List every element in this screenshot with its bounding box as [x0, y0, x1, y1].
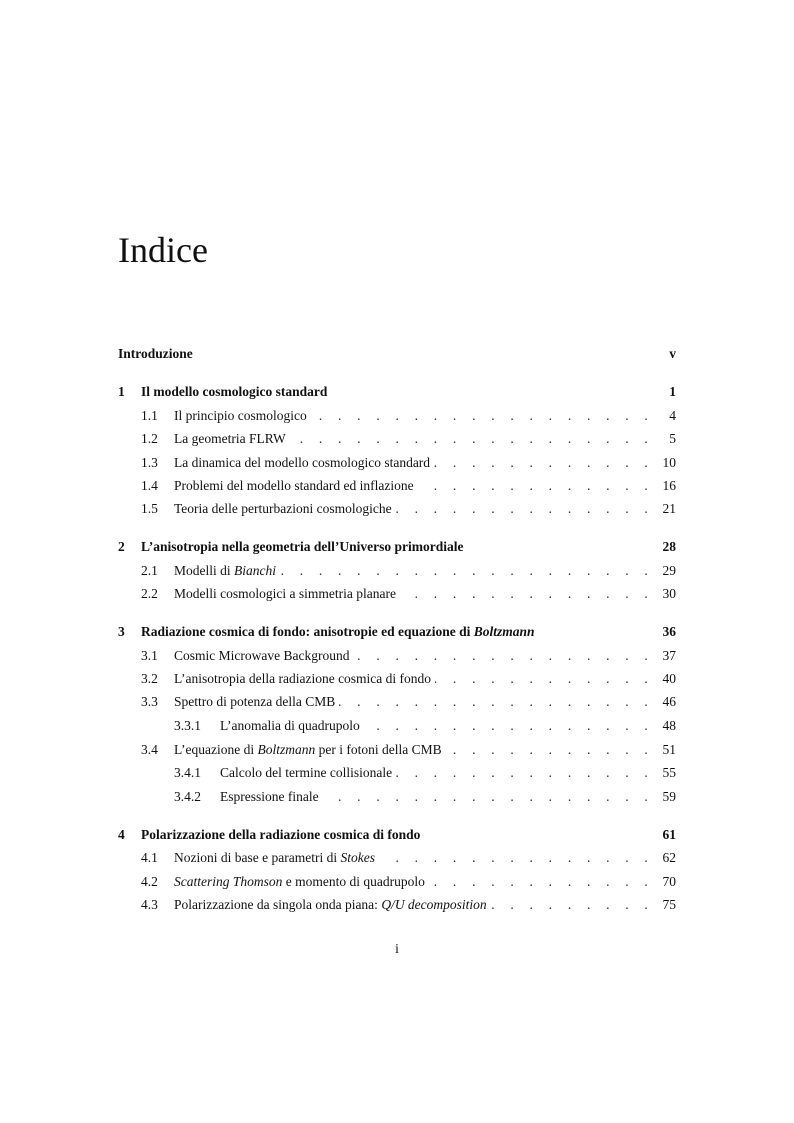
toc-entry-number: 1.2 [141, 431, 158, 446]
toc-entry[interactable] [118, 740, 676, 760]
toc-entry[interactable] [118, 453, 676, 473]
toc-entry-number: 1.1 [141, 408, 158, 423]
toc-leader-dots [323, 787, 660, 807]
toc-entry-page: 48 [662, 718, 676, 733]
toc-leader-dots [400, 584, 660, 604]
toc-entry[interactable] [118, 344, 676, 364]
toc-entry-page: 5 [669, 431, 676, 446]
toc-entry-label: L’anomalia di quadrupolo [220, 718, 360, 733]
toc-entry-number: 4.2 [141, 874, 158, 889]
toc-entry-page: 75 [662, 897, 676, 912]
toc-entry-number: 1.5 [141, 501, 158, 516]
toc-entry[interactable] [118, 382, 676, 402]
toc-entry-number: 1 [118, 384, 125, 399]
toc-leader-dots [429, 872, 660, 892]
toc-entry-page: 4 [669, 408, 676, 423]
toc-entry-label: La geometria FLRW [174, 431, 286, 446]
toc-entry-label: Modelli cosmologici a simmetria planare [174, 586, 396, 601]
toc-entry[interactable] [118, 406, 676, 426]
toc-entry-page: 36 [662, 624, 676, 639]
toc-entry-page: 37 [662, 648, 676, 663]
toc-entry-number: 1.3 [141, 455, 158, 470]
toc-entry-page: 55 [662, 765, 676, 780]
toc-leader-dots [418, 476, 660, 496]
toc-entry-number: 3.3.1 [174, 718, 201, 733]
toc-entry[interactable] [118, 499, 676, 519]
toc-entry-label: Radiazione cosmica di fondo: anisotropie ed equazione di Boltzmann [141, 624, 535, 639]
toc-leader-dots [446, 740, 660, 760]
page-number-footer: i [395, 941, 399, 956]
toc-leader-dots [311, 406, 660, 426]
toc-entry-page: 16 [662, 478, 676, 493]
toc-leader-dots [353, 646, 660, 666]
toc-entry-number: 3.3 [141, 694, 158, 709]
toc-entry-label: L’equazione di Boltzmann per i fotoni della CMB [174, 742, 442, 757]
toc-entry[interactable] [118, 622, 676, 642]
toc-entry-page: 28 [662, 539, 676, 554]
toc-entry-number: 4.1 [141, 850, 158, 865]
toc-entry-label: Spettro di potenza della CMB [174, 694, 336, 709]
toc-entry[interactable] [118, 716, 676, 736]
toc-entry-page: 1 [669, 384, 676, 399]
toc-leader-dots [364, 716, 660, 736]
toc-entry-label: Teoria delle perturbazioni cosmologiche [174, 501, 392, 516]
toc-entry-number: 3 [118, 624, 125, 639]
toc-entry-number: 3.4.2 [174, 789, 201, 804]
toc-entry-label: Polarizzazione da singola onda piana: Q/U decomposition [174, 897, 487, 912]
toc-entry-label: Calcolo del termine collisionale [220, 765, 393, 780]
toc-entry-label: L’anisotropia della radiazione cosmica di fondo [174, 671, 432, 686]
toc-entry-label: Scattering Thomson e momento di quadrupolo [174, 874, 425, 889]
toc-entry-page: 46 [662, 694, 676, 709]
toc-leader-dots [379, 848, 660, 868]
toc-entry-number: 2.1 [141, 563, 158, 578]
toc-entry-label: Polarizzazione della radiazione cosmica di fondo [141, 827, 421, 842]
toc-entry-number: 3.4 [141, 742, 158, 757]
toc-entry[interactable] [118, 692, 676, 712]
toc-entry[interactable] [118, 669, 676, 689]
toc-entry-label: Problemi del modello standard ed inflazione [174, 478, 414, 493]
toc-entry-number: 2 [118, 539, 125, 554]
toc-entry-number: 4.3 [141, 897, 158, 912]
toc-entry-page: 30 [662, 586, 676, 601]
toc-entry-number: 2.2 [141, 586, 158, 601]
toc-entry-number: 4 [118, 827, 125, 842]
toc-entry-page: 10 [662, 455, 676, 470]
toc-leader-dots [396, 499, 660, 519]
toc-entry[interactable] [118, 561, 676, 581]
toc-entry[interactable] [118, 429, 676, 449]
toc-entry-page: 70 [662, 874, 676, 889]
toc-entry-number: 3.1 [141, 648, 158, 663]
toc-entry-label: Il modello cosmologico standard [141, 384, 328, 399]
toc-entry-page: v [669, 346, 676, 361]
toc-entry-label: Nozioni di base e parametri di Stokes [174, 850, 375, 865]
toc-entry-page: 51 [662, 742, 676, 757]
toc-entry-label: L’anisotropia nella geometria dell’Universo primordiale [141, 539, 464, 554]
toc-entry[interactable] [118, 825, 676, 845]
toc-leader-dots [290, 429, 660, 449]
toc-leader-dots [491, 895, 660, 915]
toc-entry[interactable] [118, 584, 676, 604]
toc-leader-dots [280, 561, 660, 581]
toc-entry[interactable] [118, 872, 676, 892]
toc-entry[interactable] [118, 895, 676, 915]
toc-entry-label: Il principio cosmologico [174, 408, 307, 423]
toc-leader-dots [435, 669, 660, 689]
toc-entry-page: 59 [662, 789, 676, 804]
toc-leader-dots [434, 453, 660, 473]
toc-entry[interactable] [118, 476, 676, 496]
toc-entry-page: 29 [662, 563, 676, 578]
toc-entry[interactable] [118, 646, 676, 666]
toc-leader-dots [339, 692, 660, 712]
toc-entry[interactable] [118, 763, 676, 783]
toc-entry-label: Modelli di Bianchi [174, 563, 276, 578]
toc-entry-number: 1.4 [141, 478, 158, 493]
toc-entry-label: Cosmic Microwave Background [174, 648, 350, 663]
toc-entry-page: 61 [662, 827, 676, 842]
toc-entry-label: La dinamica del modello cosmologico standard [174, 455, 431, 470]
page-title: Indice [118, 230, 208, 270]
toc-entry[interactable] [118, 537, 676, 557]
toc-entry-label: Introduzione [118, 346, 193, 361]
toc-entry-page: 40 [662, 671, 676, 686]
toc-entry-page: 62 [662, 850, 676, 865]
toc-entry[interactable] [118, 787, 676, 807]
toc-entry-number: 3.4.1 [174, 765, 201, 780]
toc-leader-dots [396, 763, 660, 783]
toc-entry-label: Espressione finale [220, 789, 319, 804]
toc-entry-number: 3.2 [141, 671, 158, 686]
toc-entry[interactable] [118, 848, 676, 868]
toc-entry-page: 21 [662, 501, 676, 516]
